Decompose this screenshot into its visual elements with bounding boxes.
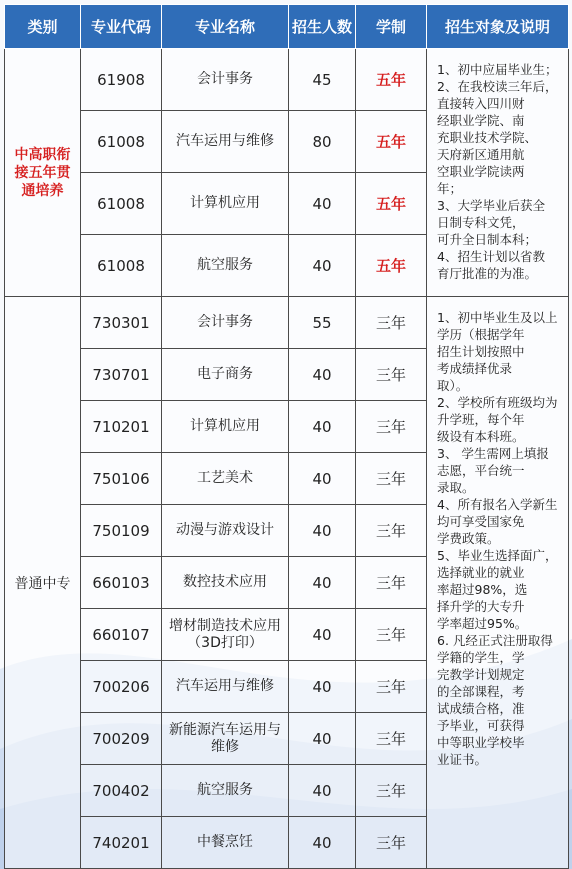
enrollment-count: 40 [289, 453, 356, 505]
duration: 五年 [356, 235, 427, 297]
major-name: 新能源汽车运用与维修 [162, 713, 289, 765]
enrollment-count: 80 [289, 111, 356, 173]
major-name: 航空服务 [162, 765, 289, 817]
enrollment-count: 40 [289, 817, 356, 869]
major-name: 会计事务 [162, 297, 289, 349]
major-code: 700206 [81, 661, 162, 713]
major-name: 会计事务 [162, 49, 289, 111]
duration: 三年 [356, 453, 427, 505]
major-code: 700209 [81, 713, 162, 765]
duration: 三年 [356, 817, 427, 869]
enrollment-count: 40 [289, 609, 356, 661]
enrollment-table [4, 4, 569, 869]
major-code: 750109 [81, 505, 162, 557]
duration: 三年 [356, 557, 427, 609]
duration: 五年 [356, 173, 427, 235]
table-row [5, 297, 569, 349]
major-name: 汽车运用与维修 [162, 111, 289, 173]
major-code: 730301 [81, 297, 162, 349]
enrollment-count: 40 [289, 235, 356, 297]
enrollment-count: 45 [289, 49, 356, 111]
enrollment-count: 40 [289, 713, 356, 765]
major-name: 中餐烹饪 [162, 817, 289, 869]
enrollment-count: 40 [289, 557, 356, 609]
duration: 三年 [356, 713, 427, 765]
major-code: 61008 [81, 235, 162, 297]
major-code: 730701 [81, 349, 162, 401]
header-category: 类别 [5, 5, 81, 49]
duration: 三年 [356, 349, 427, 401]
duration: 三年 [356, 765, 427, 817]
major-name: 计算机应用 [162, 401, 289, 453]
major-code: 740201 [81, 817, 162, 869]
category-secondary: 普通中专 [5, 297, 81, 869]
notes-secondary: 1、初中毕业生及以上 学历（根据学年 招生计划按照中 考成绩择优录 取）。 2、学校所有班级均为 升学班，每个年 级设有本科班。 3、 学生需网上填报 志愿，平台统一 录取。 4、所有报名入学新生 均可享受国家免 学费政策。 5、毕业生选择面广， 选择就业的就业 率超过98%，选 择升学的大专升 学率超过95%。 6. 凡经正式注册取得 学籍的学生，学 完教学计划规定 的全部课程，考 试成绩合格，准 予毕业，可获得 中等职业学校毕 业证书。 [427, 297, 569, 869]
major-name: 动漫与游戏设计 [162, 505, 289, 557]
header-code: 专业代码 [81, 5, 162, 49]
enrollment-count: 40 [289, 765, 356, 817]
major-name: 数控技术应用 [162, 557, 289, 609]
enrollment-count: 40 [289, 173, 356, 235]
major-code: 61008 [81, 111, 162, 173]
enrollment-count: 40 [289, 401, 356, 453]
major-code: 700402 [81, 765, 162, 817]
major-name: 航空服务 [162, 235, 289, 297]
duration: 五年 [356, 49, 427, 111]
major-code: 61008 [81, 173, 162, 235]
enrollment-count: 40 [289, 349, 356, 401]
header-enrollment-count: 招生人数 [289, 5, 356, 49]
duration: 三年 [356, 401, 427, 453]
major-name: 电子商务 [162, 349, 289, 401]
duration: 五年 [356, 111, 427, 173]
duration: 三年 [356, 505, 427, 557]
enrollment-count: 40 [289, 505, 356, 557]
table-header-row [5, 5, 569, 49]
table-row [5, 49, 569, 111]
duration: 三年 [356, 297, 427, 349]
major-name: 汽车运用与维修 [162, 661, 289, 713]
header-notes: 招生对象及说明 [427, 5, 569, 49]
duration: 三年 [356, 609, 427, 661]
major-code: 61908 [81, 49, 162, 111]
major-code: 750106 [81, 453, 162, 505]
major-code: 660107 [81, 609, 162, 661]
enrollment-count: 55 [289, 297, 356, 349]
notes-five-year: 1、初中应届毕业生； 2、在我校读三年后， 直接转入四川财 经职业学院、南 充职业技术学院、 天府新区通用航 空职业学院读两 年； 3、大学毕业后获全 日制专科文凭， 可升全日制本科； 4、招生计划以省教 育厅批准的为准。 [427, 49, 569, 297]
major-name: 工艺美术 [162, 453, 289, 505]
category-five-year: 中高职衔接五年贯通培养 [5, 49, 81, 297]
duration: 三年 [356, 661, 427, 713]
major-code: 660103 [81, 557, 162, 609]
major-name: 增材制造技术应用（3D打印） [162, 609, 289, 661]
major-code: 710201 [81, 401, 162, 453]
header-duration: 学制 [356, 5, 427, 49]
enrollment-count: 40 [289, 661, 356, 713]
major-name: 计算机应用 [162, 173, 289, 235]
header-major-name: 专业名称 [162, 5, 289, 49]
